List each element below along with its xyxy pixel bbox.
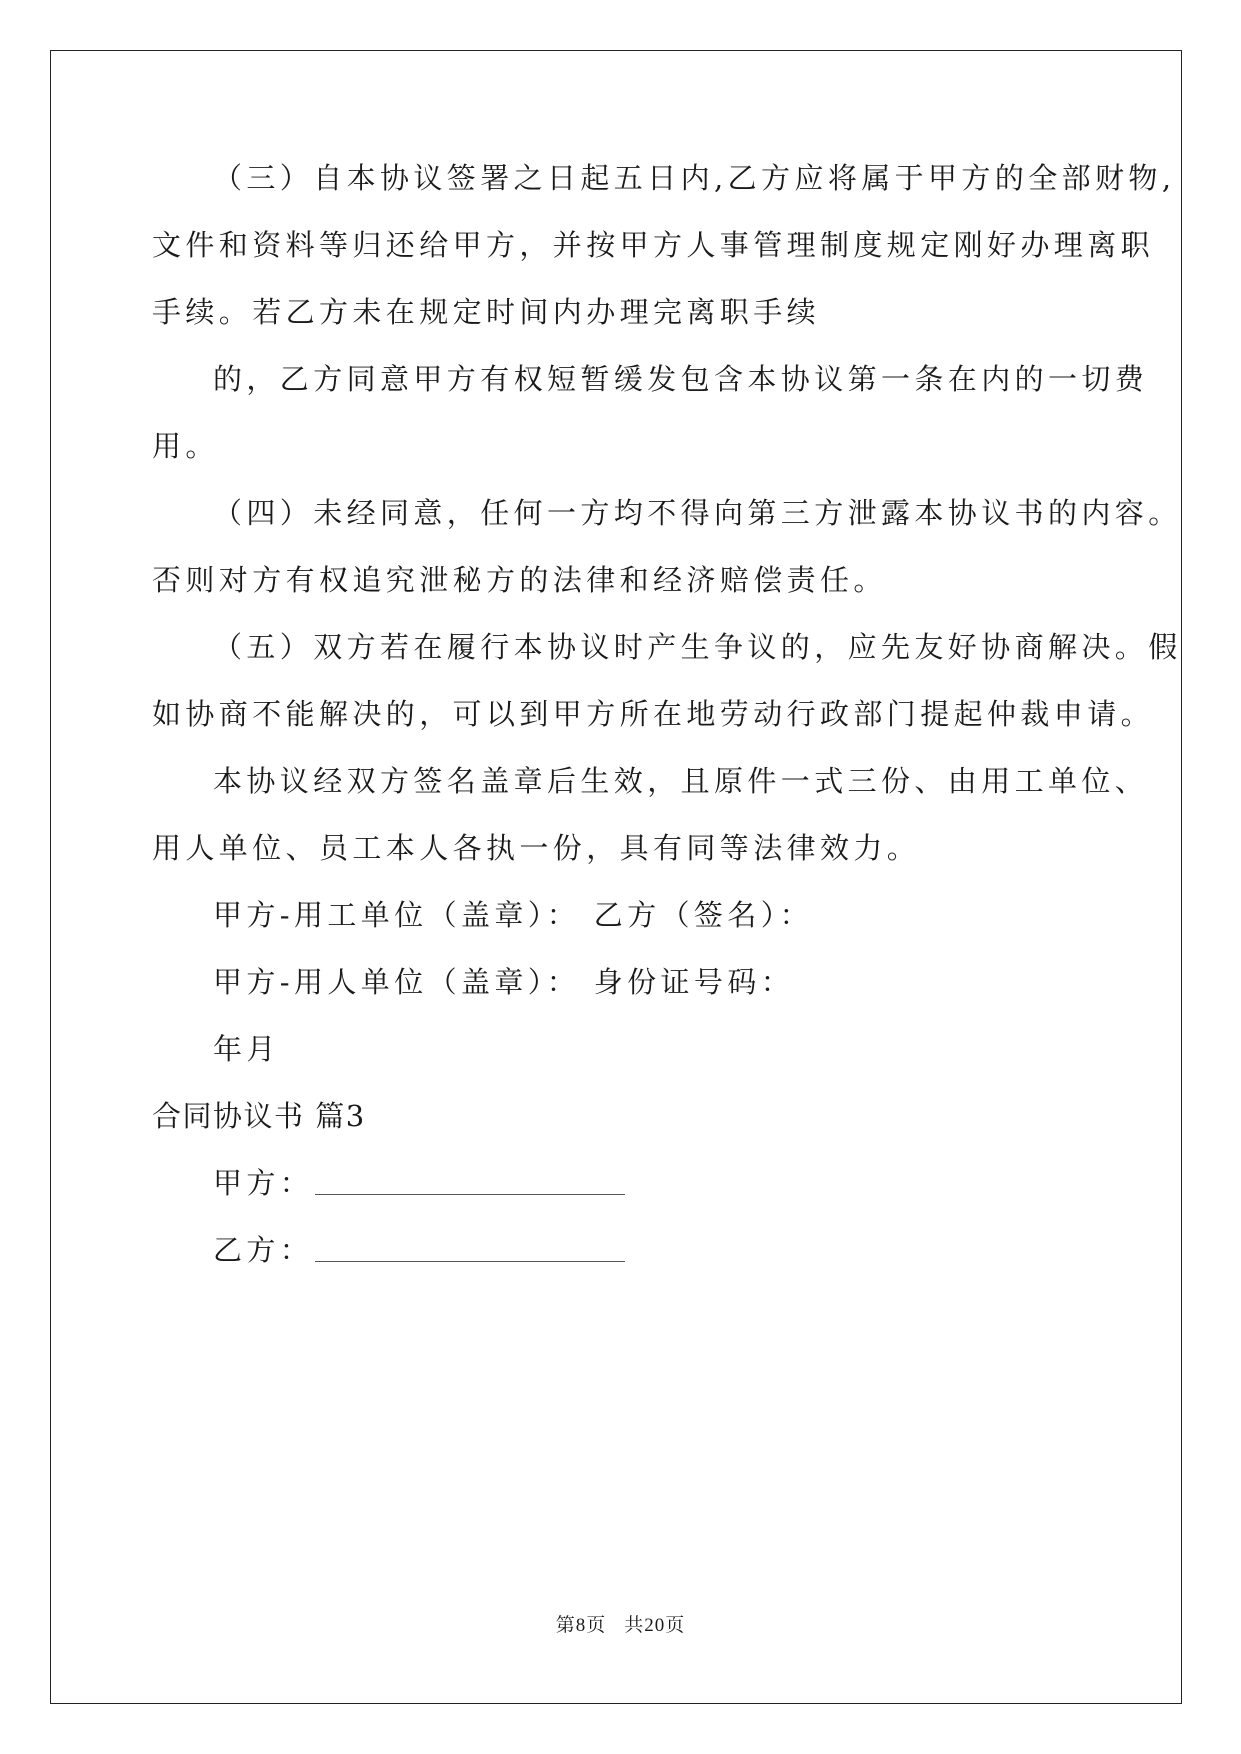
page-total: 共20页 xyxy=(624,1615,686,1636)
paragraph-line: （三）自本协议签署之日起五日内,乙方应将属于甲方的全部财物, xyxy=(213,161,1176,195)
date-line: 年月 xyxy=(213,1032,280,1066)
paragraph-line: 的，乙方同意甲方有权短暂缓发包含本协议第一条在内的一切费 xyxy=(213,362,1149,396)
paragraph-line: 否则对方有权追究泄秘方的法律和经济赔偿责任。 xyxy=(152,563,887,597)
party-a-label: 甲方： xyxy=(213,1166,314,1200)
paragraph-line: 如协商不能解决的，可以到甲方所在地劳动行政部门提起仲裁申请。 xyxy=(152,697,1155,731)
section-heading: 合同协议书 篇3 xyxy=(152,1099,366,1133)
paragraph-line: （五）双方若在履行本协议时产生争议的，应先友好协商解决。假 xyxy=(213,630,1182,664)
signature-line-user-unit: 甲方-用人单位（盖章）： 身份证号码： xyxy=(213,965,795,999)
paragraph-line: 文件和资料等归还给甲方，并按甲方人事管理制度规定刚好办理离职 xyxy=(152,228,1155,262)
party-a-blank xyxy=(315,1194,625,1195)
paragraph-line: 本协议经双方签名盖章后生效，且原件一式三份、由用工单位、 xyxy=(213,764,1149,798)
paragraph-line: 用人单位、员工本人各执一份，具有同等法律效力。 xyxy=(152,831,921,865)
page-number: 第8页 xyxy=(555,1615,607,1636)
party-b-blank xyxy=(315,1261,625,1262)
party-a-row xyxy=(213,1165,625,1201)
signature-line-employer: 甲方-用工单位（盖章）： 乙方（签名）： xyxy=(213,898,814,932)
paragraph-line: 手续。若乙方未在规定时间内办理完离职手续 xyxy=(152,295,821,329)
paragraph-line: 用。 xyxy=(152,429,219,463)
party-b-label: 乙方： xyxy=(213,1233,314,1267)
paragraph-line: （四）未经同意，任何一方均不得向第三方泄露本协议书的内容。 xyxy=(213,496,1182,530)
party-b-row xyxy=(213,1232,625,1268)
page-footer xyxy=(0,1614,1241,1638)
